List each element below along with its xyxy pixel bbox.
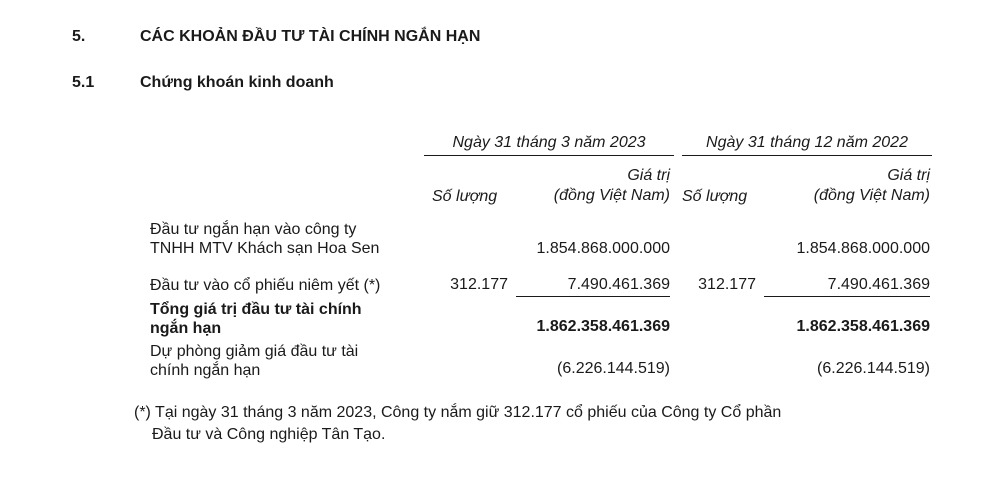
value-header-line1: Giá trị bbox=[627, 167, 670, 184]
value-header-2023 bbox=[520, 166, 670, 206]
value-header-line2: (đồng Việt Nam) bbox=[553, 187, 670, 204]
row-label-line2: ngắn hạn bbox=[150, 320, 222, 337]
footnote-line1: (*) Tại ngày 31 tháng 3 năm 2023, Công ty nắm giữ 312.177 cổ phiếu của Công ty Cổ phần bbox=[134, 404, 782, 421]
quantity-header-2022: Số lượng bbox=[682, 188, 748, 205]
quantity-cell-2023: 312.177 bbox=[450, 276, 508, 293]
total-value-2022: 1.862.358.461.369 bbox=[796, 318, 930, 335]
provision-value-2023: (6.226.144.519) bbox=[557, 360, 670, 377]
quantity-cell-2022: 312.177 bbox=[698, 276, 756, 293]
row-label-hoa-sen bbox=[150, 220, 379, 258]
row-label-line2: chính ngắn hạn bbox=[150, 362, 261, 379]
subsection-title: Chứng khoán kinh doanh bbox=[140, 74, 334, 91]
subsection-number: 5.1 bbox=[72, 74, 95, 91]
section-title: CÁC KHOẢN ĐẦU TƯ TÀI CHÍNH NGẮN HẠN bbox=[140, 28, 481, 45]
value-header-line2: (đồng Việt Nam) bbox=[813, 187, 930, 204]
period-header-2022: Ngày 31 tháng 12 năm 2022 bbox=[682, 134, 932, 156]
row-label-line1: Đầu tư ngắn hạn vào công ty bbox=[150, 221, 357, 238]
value-header-line1: Giá trị bbox=[887, 167, 930, 184]
footnote bbox=[134, 402, 934, 446]
total-value-2023: 1.862.358.461.369 bbox=[536, 318, 670, 335]
row-label-listed-shares: Đầu tư vào cổ phiếu niêm yết (*) bbox=[150, 277, 381, 294]
period-header-2023: Ngày 31 tháng 3 năm 2023 bbox=[424, 134, 674, 156]
provision-value-2022: (6.226.144.519) bbox=[817, 360, 930, 377]
row-label-line2: TNHH MTV Khách sạn Hoa Sen bbox=[150, 240, 380, 257]
value-cell-2023: 1.854.868.000.000 bbox=[536, 240, 670, 257]
row-label-line1: Tổng giá trị đầu tư tài chính bbox=[150, 301, 362, 318]
row-label-total bbox=[150, 300, 362, 338]
value-header-2022 bbox=[780, 166, 930, 206]
value-cell-2023: 7.490.461.369 bbox=[516, 276, 670, 297]
row-label-provision bbox=[150, 342, 358, 380]
quantity-header-2023: Số lượng bbox=[432, 188, 498, 205]
section-number: 5. bbox=[72, 28, 86, 45]
row-label-line1: Dự phòng giảm giá đầu tư tài bbox=[150, 343, 359, 360]
footnote-line2: Đầu tư và Công nghiệp Tân Tạo. bbox=[152, 426, 386, 443]
value-cell-2022: 1.854.868.000.000 bbox=[796, 240, 930, 257]
value-cell-2022: 7.490.461.369 bbox=[764, 276, 930, 297]
